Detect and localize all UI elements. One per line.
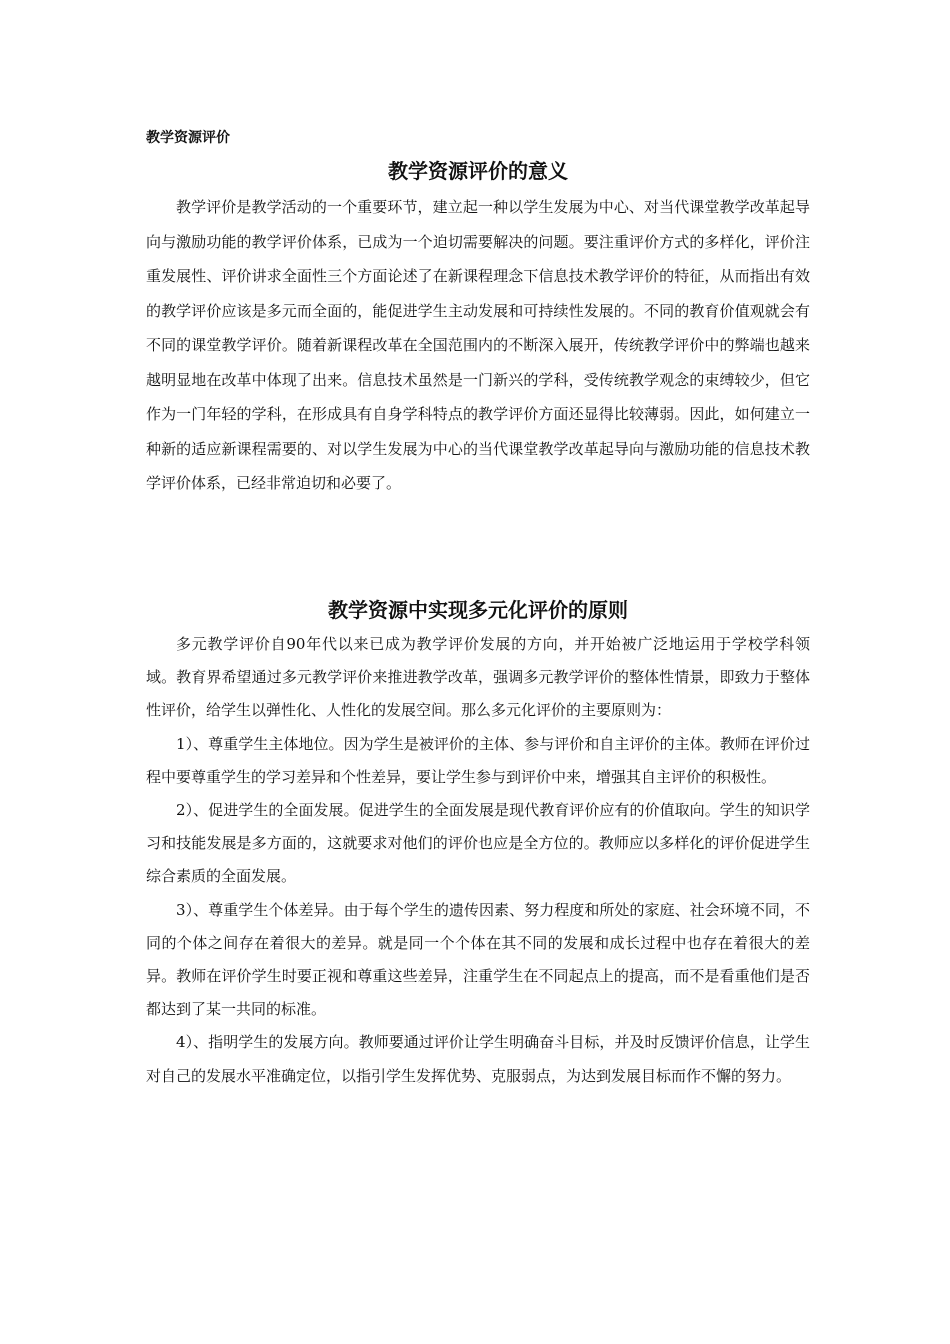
section-principles	[146, 628, 810, 1093]
principle-item-3: 3）、尊重学生个体差异。由于每个学生的遗传因素、努力程度和所处的家庭、社会环境不同，不同的个体之间存在着很大的差异。就是同一个个体在其不同的发展和成长过程中也存在着很大的差异。教师在评价学生时要正视和尊重这些差异，注重学生在不同起点上的提高，而不是看重他们是否都达到了某一共同的标准。	[146, 900, 810, 1019]
paragraph-significance: 教学评价是教学活动的一个重要环节，建立起一种以学生发展为中心、对当代课堂教学改革起导向与激励功能的教学评价体系，已成为一个迫切需要解决的问题。要注重评价方式的多样化，评价注重发展性、评价讲求全面性三个方面论述了在新课程理念下信息技术教学评价的特征，从而指出有效的教学评价应该是多元而全面的，能促进学生主动发展和可持续性发展的。不同的教育价值观就会有不同的课堂教学评价。随着新课程改革在全国范围内的不断深入展开，传统教学评价中的弊端也越来越明显地在改革中体现了出来。信息技术虽然是一门新兴的学科，受传统教学观念的束缚较少，但它作为一门年轻的学科，在形成具有自身学科特点的教学评价方面还显得比较薄弱。因此，如何建立一种新的适应新课程需要的、对以学生发展为中心的当代课堂教学改革起导向与激励功能的信息技术教学评价体系，已经非常迫切和必要了。	[146, 198, 810, 492]
section-title-significance: 教学资源评价的意义	[388, 159, 568, 183]
paragraph-principles-intro: 多元教学评价自90年代以来已成为教学评价发展的方向，并开始被广泛地运用于学校学科领域。教育界希望通过多元教学评价来推进教学改革，强调多元教学评价的整体性情景，即致力于整体性评价，给学生以弹性化、人性化的发展空间。那么多元化评价的主要原则为：	[146, 635, 810, 720]
principle-item-4: 4）、指明学生的发展方向。教师要通过评价让学生明确奋斗目标，并及时反馈评价信息，让学生对自己的发展水平准确定位，以指引学生发挥优势、克服弱点，为达到发展目标而作不懈的努力。	[146, 1033, 810, 1085]
document-label: 教学资源评价	[146, 130, 230, 146]
principle-item-1: 1）、尊重学生主体地位。因为学生是被评价的主体、参与评价和自主评价的主体。教师在评价过程中要尊重学生的学习差异和个性差异，要让学生参与到评价中来，增强其自主评价的积极性。	[146, 734, 810, 786]
section-significance	[146, 190, 810, 501]
section-title-principles: 教学资源中实现多元化评价的原则	[328, 598, 628, 622]
principle-item-2: 2）、促进学生的全面发展。促进学生的全面发展是现代教育评价应有的价值取向。学生的知识学习和技能发展是多方面的，这就要求对他们的评价也应是全方位的。教师应以多样化的评价促进学生综合素质的全面发展。	[146, 801, 810, 886]
